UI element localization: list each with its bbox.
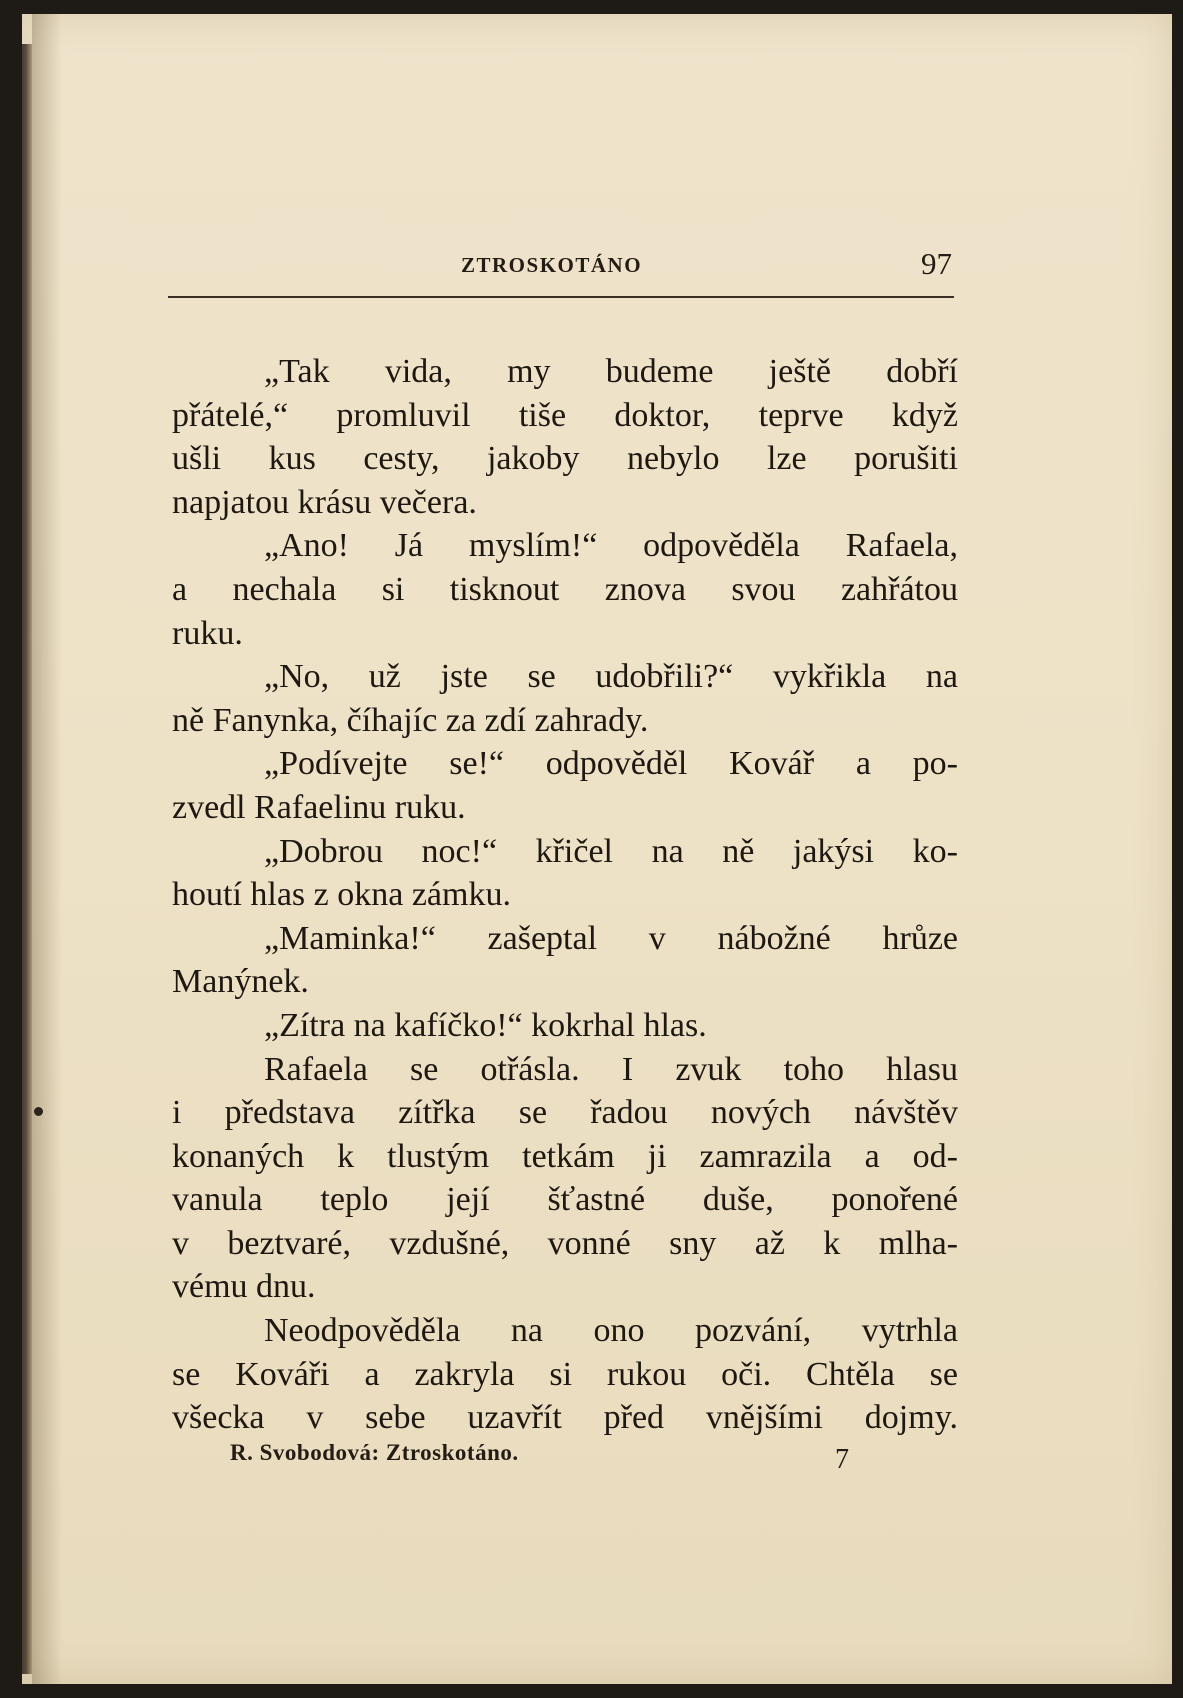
running-title: ZTROSKOTÁNO [461, 253, 643, 277]
text-line: ně Fanynka, číhajíc za zdí zahrady. [172, 701, 649, 739]
text-line: „Zítra na kafíčko!“ kokrhal hlas. [264, 1006, 707, 1044]
text-line: ušli kus cesty, jakoby nebylo lze porušiti [172, 440, 958, 478]
body-text [172, 350, 958, 1440]
text-line: Rafaela se otřásla. I zvuk toho hlasu [264, 1050, 958, 1088]
text-line: „Maminka!“ zašeptal v nábožné hrůze [264, 919, 958, 957]
gutter-shadow [32, 14, 62, 1684]
header-rule [168, 296, 954, 298]
text-line: všecka v sebe uzavřít před vnějšími dojmy. [172, 1399, 958, 1437]
text-line: i představa zítřka se řadou nových návštěv [172, 1094, 958, 1132]
text-line: „Ano! Já myslím!“ odpověděla Rafaela, [264, 527, 958, 565]
text-line: ruku. [172, 614, 243, 652]
book-binding-edge [22, 44, 32, 1674]
text-line: houtí hlas z okna zámku. [172, 876, 511, 914]
text-line: vému dnu. [172, 1268, 316, 1306]
text-line: a nechala si tisknout znova svou zahřátou [172, 570, 958, 608]
text-line: „Tak vida, my budeme ještě dobří [264, 353, 958, 390]
page-number: 97 [921, 246, 952, 281]
page-footer [230, 1440, 880, 1480]
text-line: Neodpověděla na ono pozvání, vytrhla [264, 1312, 958, 1350]
text-line: napjatou krásu večera. [172, 483, 477, 521]
sheet-number: 7 [835, 1444, 849, 1475]
text-line: přátelé,“ promluvil tiše doktor, teprve když [172, 396, 958, 434]
text-line: Manýnek. [172, 963, 309, 1001]
text-line: „Dobrou noc!“ křičel na ně jakýsi ko- [264, 832, 958, 870]
text-line: se Kováři a zakryla si rukou oči. Chtěla se [172, 1355, 958, 1393]
text-line: „Podívejte se!“ odpověděl Kovář a po- [264, 745, 958, 783]
text-line: konaných k tlustým tetkám ji zamrazila a od- [172, 1137, 958, 1175]
text-line: v beztvaré, vzdušné, vonné sny až k mlha- [172, 1224, 958, 1262]
ink-mark [34, 1107, 43, 1116]
running-head [168, 248, 954, 288]
text-line: „No, už jste se udobřili?“ vykřikla na [264, 658, 958, 696]
text-line: zvedl Rafaelinu ruku. [172, 788, 466, 826]
text-line: vanula teplo její šťastné duše, ponořené [172, 1181, 958, 1219]
printer-signature: R. Svobodová: Ztroskotáno. [230, 1440, 519, 1465]
